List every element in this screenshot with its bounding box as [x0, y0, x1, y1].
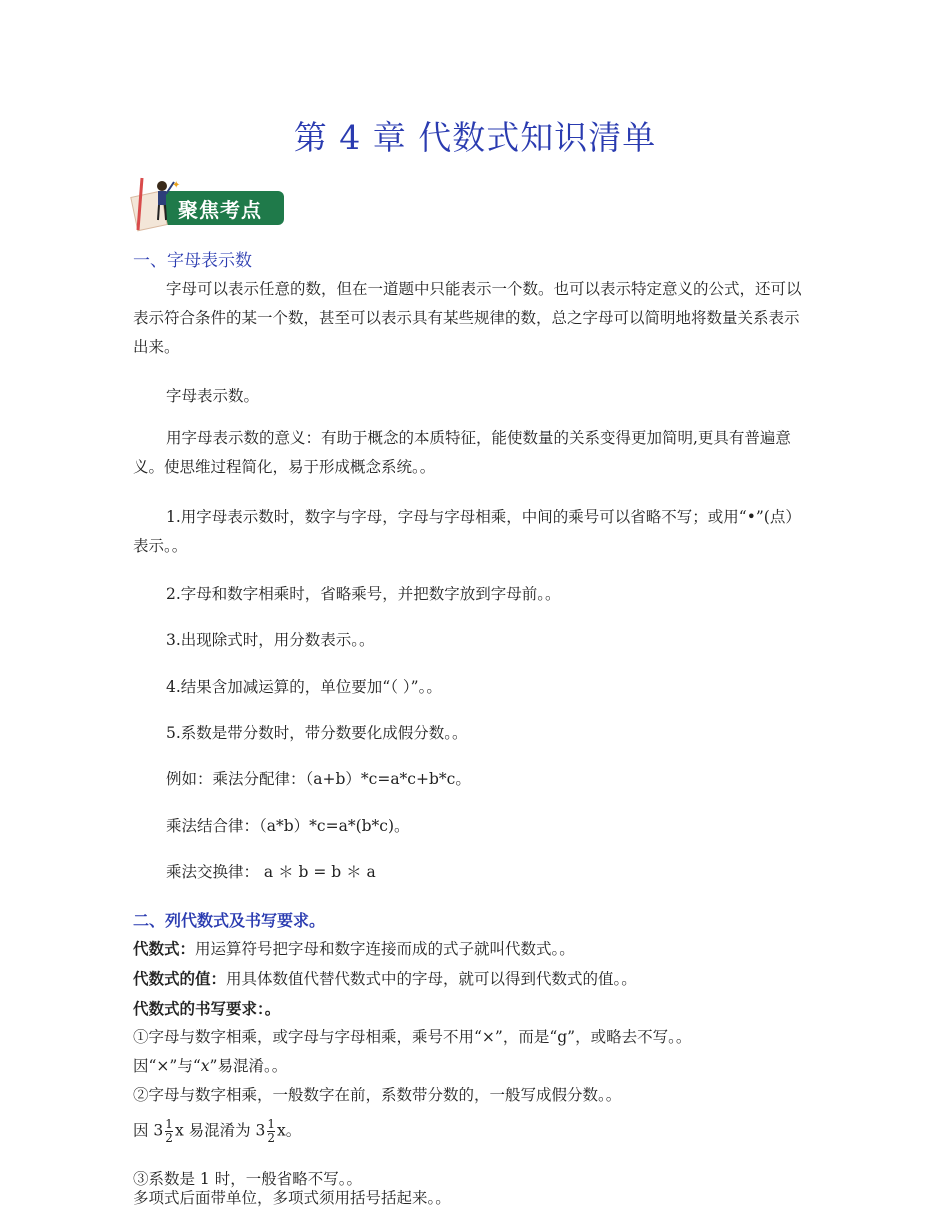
fraction-denominator: 2 — [165, 1131, 173, 1145]
requirement-2: ②字母与数字相乘，一般数字在前，系数带分数的，一般写成假分数。。 — [133, 1086, 622, 1104]
example-associative: 乘法结合律：（a*b）*c=a*(b*c)。 — [166, 817, 410, 835]
req1-note-var: x — [200, 1057, 210, 1075]
fraction-2-denominator: 2 — [267, 1131, 276, 1145]
fraction — [165, 1118, 173, 1145]
example-commutative: 乘法交换律： a ＊ b = b ＊ a — [166, 863, 376, 881]
badge-label: 聚焦考点 — [178, 198, 262, 222]
definition-line — [133, 937, 575, 959]
definition-label: 代数式： — [133, 940, 196, 958]
requirements-label: 代数式的书写要求：。 — [133, 1000, 281, 1018]
definition-text: 用运算符号把字母和数字连接而成的式子就叫代数式。。 — [195, 940, 575, 958]
req1-note-pre: 因“×”与“ — [133, 1057, 201, 1075]
page-title: 第 4 章 代数式知识清单 — [293, 118, 657, 157]
value-label: 代数式的值： — [133, 970, 227, 988]
svg-text:✦: ✦ — [172, 180, 181, 191]
section2-heading: 二、列代数式及书写要求。 — [133, 911, 326, 930]
rule-2: 2.字母和数字相乘时，省略乘号，并把数字放到字母前。。 — [166, 585, 561, 603]
requirement-4: 多项式后面带单位，多项式须用括号括起来。。 — [133, 1189, 451, 1207]
requirement-3: ③系数是 1 时，一般省略不写。。 — [133, 1170, 362, 1188]
req2-note-post: x。 — [277, 1121, 302, 1140]
rule-1: 1.用字母表示数时，数字与字母，字母与字母相乘，中间的乘号可以省略不写；或用“•”(点）表示。。 — [133, 508, 801, 555]
fraction-numerator: 1 — [165, 1117, 173, 1131]
value-line — [133, 967, 637, 989]
meaning-paragraph: 用字母表示数的意义：有助于概念的本质特征，能使数量的关系变得更加简明,更具有普遍意义。使思维过程简化，易于形成概念系统。。 — [133, 429, 791, 476]
req2-note-mid: x 易混淆为 3 — [174, 1121, 266, 1140]
requirement-1-note — [133, 1054, 287, 1076]
section1-intro: 字母可以表示任意的数，但在一道题中只能表示一个数。也可以表示特定意义的公式，还可以表示符合条件的某一个数，甚至可以表示具有某些规律的数，总之字母可以简明地将数量关系表示出来。 — [133, 280, 802, 356]
requirement-2-note — [133, 1118, 301, 1145]
rule-3: 3.出现除式时，用分数表示。。 — [166, 631, 375, 649]
example-distributive: 例如：乘法分配律：（a+b）*c=a*c+b*c。 — [166, 770, 471, 788]
requirement-1: ①字母与数字相乘，或字母与字母相乘，乘号不用“×”，而是“g”，或略去不写。。 — [133, 1028, 692, 1046]
rule-4: 4.结果含加减运算的，单位要加“（ ）”。。 — [166, 678, 442, 696]
value-text: 用具体数值代替代数式中的字母，就可以得到代数式的值。。 — [226, 970, 637, 988]
fraction-2-numerator: 1 — [267, 1117, 276, 1131]
focus-badge — [128, 172, 288, 236]
section1-heading: 一、字母表示数 — [133, 251, 252, 271]
section1-subhead: 字母表示数。 — [166, 387, 260, 405]
req1-note-post: ”易混淆。。 — [209, 1057, 288, 1075]
req2-note-pre: 因 3 — [133, 1121, 164, 1140]
rule-5: 5.系数是带分数时，带分数要化成假分数。。 — [166, 724, 468, 742]
fraction-2 — [267, 1118, 275, 1145]
